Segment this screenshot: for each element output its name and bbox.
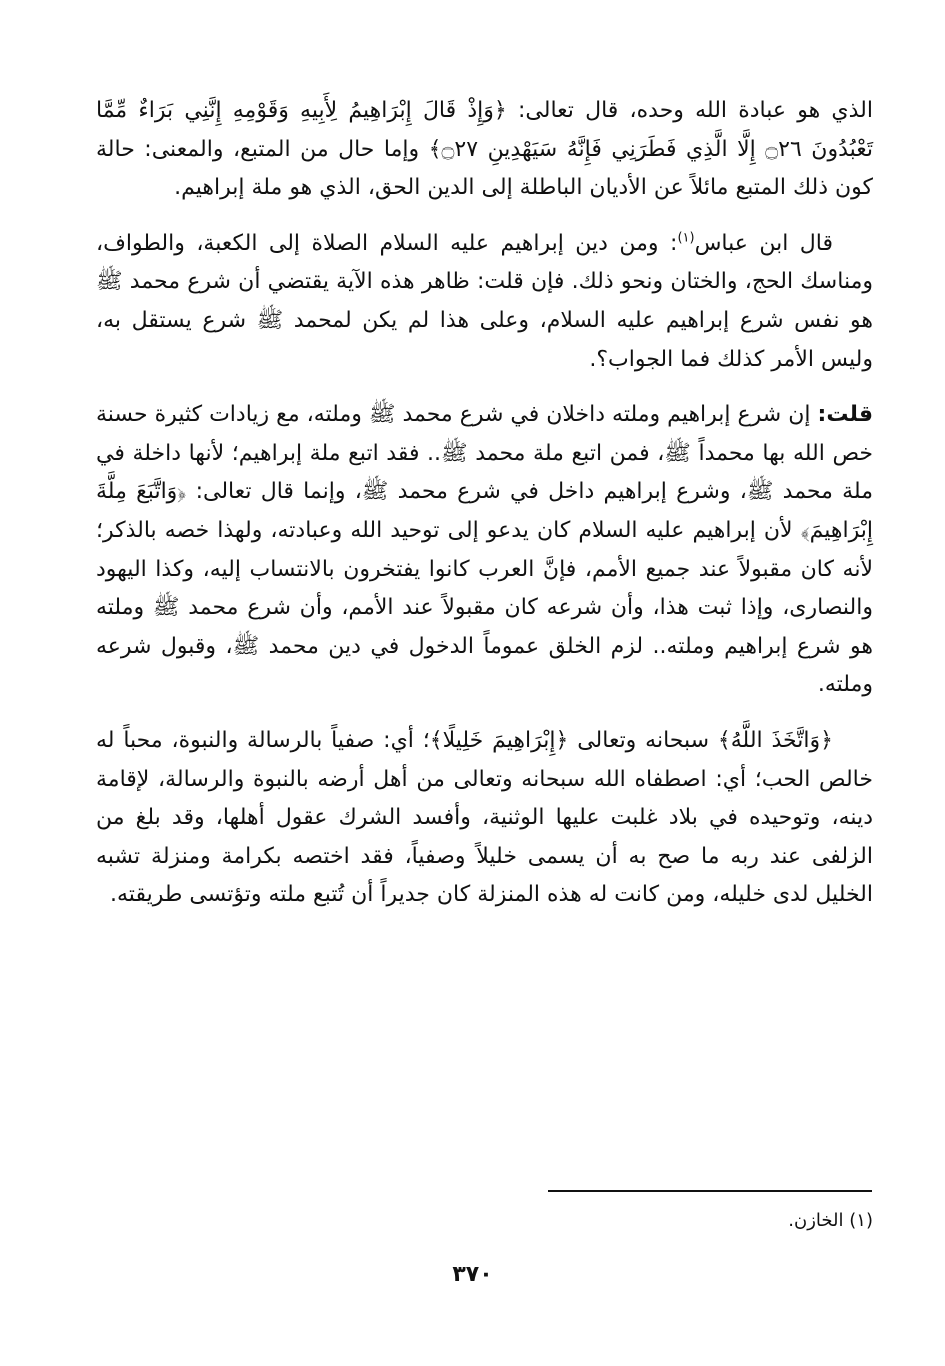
paragraph-4 xyxy=(96,722,873,915)
paragraph-2-start: قال ابن عباس xyxy=(694,230,834,256)
page-number: ٣٧٠ xyxy=(452,1262,493,1287)
paragraph-2 xyxy=(96,225,873,379)
page-body xyxy=(96,92,873,932)
footnote-marker: (١) xyxy=(849,1210,873,1231)
paragraph-1-text: الذي هو عبادة الله وحده، قال تعالى: ﴿وَإِذْ قَالَ إِبْرَاهِيمُ لِأَبِيهِ وَقَوْمِهِ إِنَّنِي بَرَاءٌ مِّمَّا تَعْبُدُونَ ۝٢٦ إِلَّا الَّذِي فَطَرَنِي فَإِنَّهُ سَيَهْدِينِ ۝٢٧﴾ وإما حال من المتبع، والمعنى: حالة كون ذلك المتبع مائلاً عن الأديان الباطلة إلى الدين الحق، الذي هو ملة إبراهيم. xyxy=(96,98,873,201)
footnote-divider xyxy=(548,1190,872,1192)
paragraph-3 xyxy=(96,396,873,705)
footnote xyxy=(788,1206,873,1236)
footnote-reference: (١) xyxy=(677,230,695,246)
paragraph-3-text: إن شرع إبراهيم وملته داخلان في شرع محمد ﷺ وملته، مع زيادات كثيرة حسنة خص الله بها محمداً ﷺ، فمن اتبع ملة محمد ﷺ.. فقد اتبع ملة إبراهيم؛ لأنها داخلة في ملة محمد ﷺ، وشرع إبراهيم داخل في شرع محمد ﷺ، وإنما قال تعالى: ﴿وَاتَّبَعَ مِلَّةَ إِبْرَاهِيمَ﴾ لأن إبراهيم عليه السلام كان يدعو إلى توحيد الله وعبادته، ولهذا خصه بالذكر؛ لأنه كان مقبولاً عند جميع الأمم، فإنَّ العرب كانوا يفتخرون بالانتساب إليه، وكذا اليهود والنصارى، وإذا ثبت هذا، وأن شرعه كان مقبولاً عند الأمم، وأن شرع محمد ﷺ وملته هو شرع إبراهيم وملته.. لزم الخلق عموماً الدخول في دين محمد ﷺ، وقبول شرعه وملته. xyxy=(96,402,873,698)
footnote-text: الخازن. xyxy=(788,1210,844,1231)
paragraph-4-text: ﴿وَاتَّخَذَ اللَّهُ﴾ سبحانه وتعالى ﴿إِبْرَاهِيمَ خَلِيلًا﴾؛ أي: صفياً بالرسالة والنبوة، محباً له خالص الحب؛ أي: اصطفاه الله سبحانه وتعالى من أهل أرضه بالنبوة والرسالة، لإقامة دينه، وتوحيده في بلاد غلبت عليها الوثنية، وأفسد الشرك عقول أهلها، وقد بلغ من الزلفى عند ربه ما صح به أن يسمى خليلاً وصفياً، فقد اختصه بكرامة ومنزلة تشبه الخليل لدى خليله، ومن كانت له هذه المنزلة كان جديراً أن تُتبع ملته وتؤتسى طريقته. xyxy=(96,727,873,908)
paragraph-1 xyxy=(96,92,873,208)
paragraph-2-rest: : ومن دين إبراهيم عليه السلام الصلاة إلى الكعبة، والطواف، ومناسك الحج، والختان ونحو ذلك. فإن قلت: ظاهر هذه الآية يقتضي أن شرع محمد ﷺ هو نفس شرع إبراهيم عليه السلام، وعلى هذا لم يكن لمحمد ﷺ شرع يستقل به، وليس الأمر كذلك فما الجواب؟. xyxy=(96,230,873,372)
paragraph-3-lead: قلت: xyxy=(817,402,873,428)
